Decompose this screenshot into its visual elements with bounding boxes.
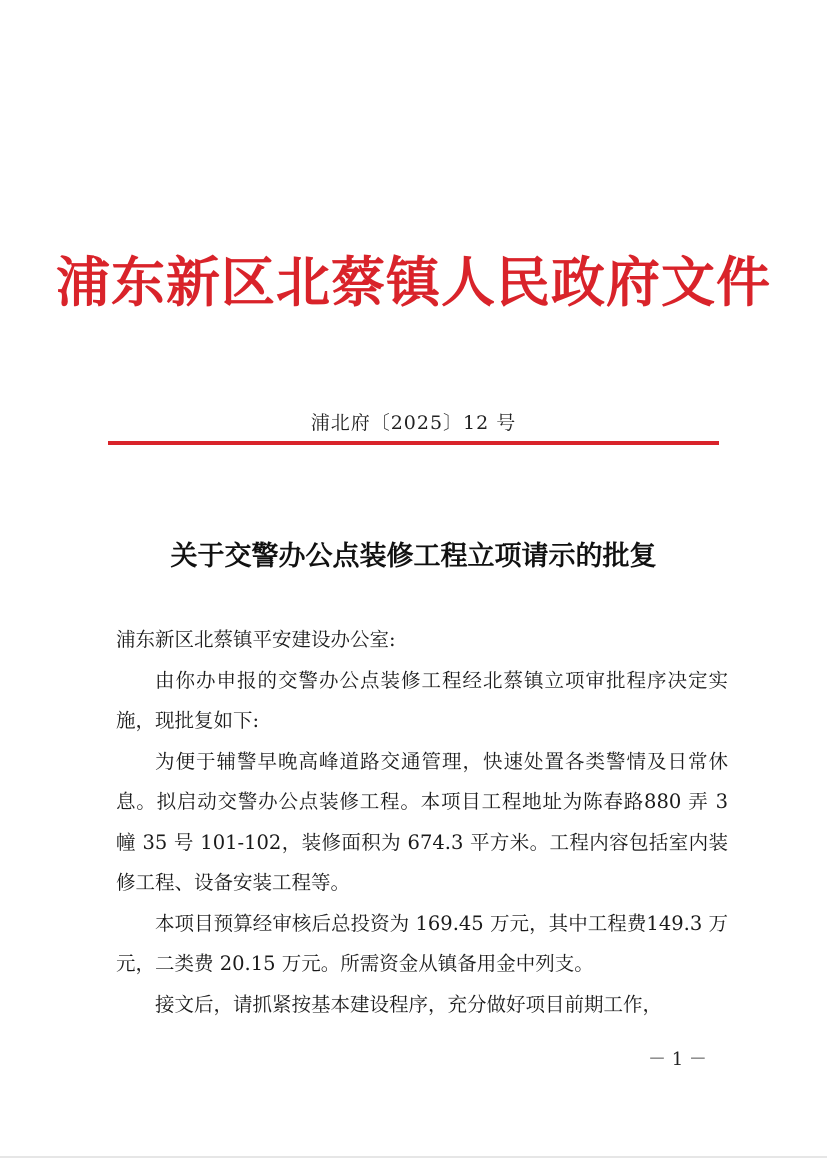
body-paragraph: 接文后，请抓紧按基本建设程序，充分做好项目前期工作， xyxy=(155,992,663,1016)
document-title: 关于交警办公点装修工程立项请示的批复 xyxy=(170,541,657,572)
body-paragraph: 由你办申报的交警办公点装修工程经北蔡镇立项审批程序决定实施，现批复如下: xyxy=(116,668,728,732)
red-divider-line xyxy=(108,441,719,445)
page-bottom-edge xyxy=(0,1156,827,1158)
document-body xyxy=(116,620,728,1025)
masthead-title: 浦东新区北蔡镇人民政府文件 xyxy=(56,250,771,314)
body-paragraph: 本项目预算经审核后总投资为 169.45 万元，其中工程费149.3 万元，二类费 20.15 万元。所需资金从镇备用金中列支。 xyxy=(116,911,728,975)
document-number: 浦北府〔2025〕12 号 xyxy=(310,412,517,434)
page-number: － 1 － xyxy=(648,1049,707,1070)
recipient-line: 浦东新区北蔡镇平安建设办公室: xyxy=(116,628,396,651)
body-paragraph: 为便于辅警早晚高峰道路交通管理，快速处置各类警情及日常休息。拟启动交警办公点装修工程。本项目工程地址为陈春路880 弄 3 幢 35 号 101-102，装修面积为 674.3 平方米。工程内容包括室内装修工程、设备安装工程等。 xyxy=(116,749,728,894)
